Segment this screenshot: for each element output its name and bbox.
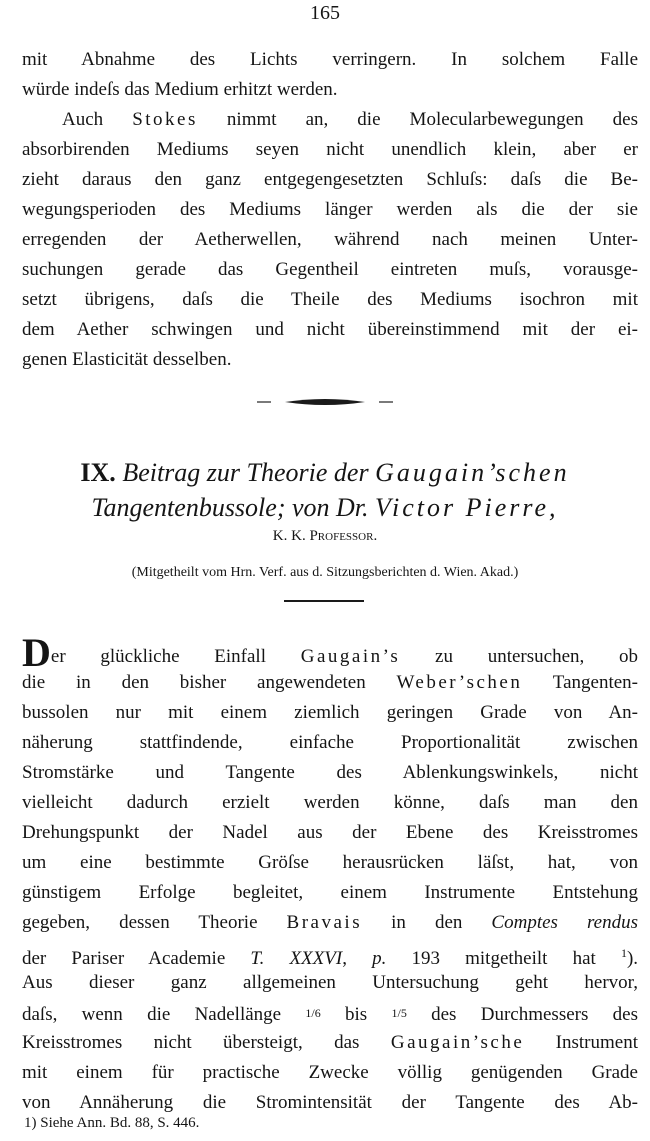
article-author: Victor Pierre, [375,493,559,522]
journal-title: Comptes rendus [491,912,638,933]
footnote: 1) Siehe Ann. Bd. 88, S. 446. [24,1115,200,1131]
text-line: Auch Stokes nimmt an, die Molecularbewegungen des [62,109,639,130]
text-line: genen Elasticität desselben. [22,349,232,370]
paragraph-1 [22,45,638,105]
name-weber: Weber’schen [396,672,523,693]
text-line: der Pariser Academie T. XXXVI, p. 193 mitgetheilt hat $^1$). [22,946,639,969]
text-line: günstigem Erfolge begleitet, einem Instrumente Entstehung [22,882,638,903]
author-affiliation: K. K. Professor. [272,528,378,544]
fraction: 1/5 [391,1006,407,1020]
author-name-stokes: Stokes [132,109,198,130]
text-line: suchungen gerade das Gegentheil eintreten muſs, vorausge- [22,259,638,280]
drop-cap: D [22,630,51,675]
article-title-line-1: IX. Beitrag zur Theorie der Gaugain’schen [80,458,570,487]
communication-note: (Mitgetheilt vom Hrn. Verf. aus d. Sitzungsberichten d. Wien. Akad.) [131,565,519,580]
text-line: näherung stattfindende, einfache Proportionalität zwischen [22,732,638,753]
footnote-marker: 1 [620,946,627,960]
section-ornament [255,393,395,411]
text-line: mit einem für practische Zwecke völlig genügenden Grade [22,1062,638,1083]
text-line: bussolen nur mit einem ziemlich geringen Grade von An- [22,702,638,723]
text-line: um eine bestimmte Gröſse herausrücken läſst, hat, von [22,852,638,873]
text-line: Der glückliche Einfall Gaugain’s zu untersuchen, ob [22,630,638,675]
name-bravais: Bravais [286,912,363,933]
text-line: von Annäherung die Stromintensität der Tangente des Ab- [22,1092,638,1113]
text-line: Stromstärke und Tangente des Ablenkungswinkels, nicht [22,762,638,783]
text-line: zieht daraus den ganz entgegengesetzten Schluſs: daſs die Be- [22,169,638,190]
text-line: Kreisstromes nicht übersteigt, das Gaugain’sche Instrument [22,1032,638,1053]
divider-rule [284,600,364,602]
text-line: dem Aether schwingen und nicht übereinstimmend mit der ei- [22,319,638,340]
name-gaugain: Gaugain’s [300,646,401,667]
article-title-line-2: Tangentenbussole; von Dr. Victor Pierre, [91,493,559,522]
fraction: 1/6 [305,1006,321,1020]
text-line: Aus dieser ganz allgemeinen Untersuchung geht hervor, [22,972,638,993]
article-number: IX. [80,458,116,487]
text-line: daſs, wenn die Nadellänge 1/6 bis 1/5 des Durchmessers des [22,1004,638,1025]
name-gaugain: Gaugain’sche [390,1032,525,1053]
text-line: die in den bisher angewendeten Weber’schen Tangenten- [22,672,638,693]
text-line: würde indeſs das Medium erhitzt werden. [22,79,338,100]
paragraph-2 [22,105,638,375]
main-paragraph [22,630,639,1118]
text-line: Drehungspunkt der Nadel aus der Ebene des Kreisstromes [22,822,638,843]
text-line: mit Abnahme des Lichts verringern. In solchem Falle [22,49,638,70]
page-number: 165 [310,2,340,24]
text-line: gegeben, dessen Theorie Bravais in den Comptes rendus [22,912,638,933]
title-name-gaugain: Gaugain’schen [375,458,570,487]
text-line: absorbirenden Mediums seyen nicht unendlich klein, aber er [22,139,638,160]
text-line: vielleicht dadurch erzielt werden könne, daſs man den [22,792,638,813]
text-line: setzt übrigens, daſs die Theile des Mediums isochron mit [22,289,638,310]
text-line: erregenden der Aetherwellen, während nach meinen Unter- [22,229,638,250]
text-line: wegungsperioden des Mediums länger werden als die der sie [22,199,638,220]
